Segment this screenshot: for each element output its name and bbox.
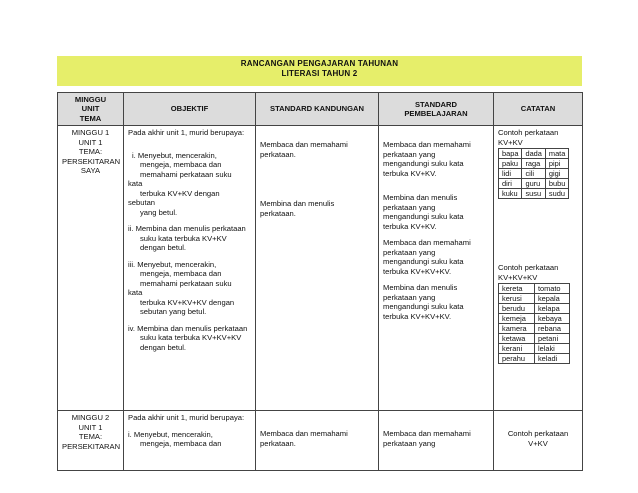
text-line: terbuka KV+KV+KV. — [383, 266, 452, 276]
header-minggu — [58, 93, 124, 126]
catatan-cell — [494, 126, 583, 411]
text-line: terbuka KV+KV dengan — [140, 188, 220, 198]
objective-iii — [128, 260, 251, 317]
objektif-cell — [124, 411, 256, 471]
pembelajaran-2 — [383, 193, 489, 231]
word-cell: pipi — [545, 159, 568, 169]
word-cell: kereta — [499, 284, 535, 294]
pembelajaran-3 — [383, 238, 489, 276]
table-row — [58, 126, 583, 411]
word-cell: guru — [522, 179, 545, 189]
table-row — [499, 284, 570, 294]
header-objektif: OBJEKTIF — [124, 93, 256, 126]
text-line: Membina dan menulis — [383, 283, 458, 292]
text-line: Membina dan menulis — [260, 199, 335, 208]
catatan-title: Contoh perkataan — [498, 263, 559, 272]
text-line: mengeja, membaca dan — [140, 269, 222, 278]
pembelajaran-1 — [383, 140, 489, 178]
table-row — [499, 314, 570, 324]
text-line: perkataan yang — [383, 292, 436, 302]
tema-label: TEMA: — [78, 147, 103, 156]
document-title: RANCANGAN PENGAJARAN TAHUNAN — [240, 59, 399, 68]
text-line: perkataan. — [260, 149, 296, 159]
table-row — [499, 169, 569, 179]
word-table-kv-kv — [498, 148, 569, 199]
word-cell: gigi — [545, 169, 568, 179]
week-label: MINGGU 2 — [71, 413, 110, 422]
text-line: memahami perkataan suku — [140, 169, 232, 179]
standard-pembelajaran-cell — [379, 126, 494, 411]
word-cell: lidi — [499, 169, 522, 179]
text-line: Membaca dan memahami — [383, 140, 471, 149]
catatan-subtitle: KV+KV+KV — [498, 272, 538, 282]
word-cell: kelapa — [534, 304, 569, 314]
table-row — [499, 334, 570, 344]
text-line: mengeja, membaca dan — [140, 160, 222, 169]
text-line: sebutan yang betul. — [140, 307, 207, 316]
standard-kandungan-cell — [256, 411, 379, 471]
text-line: perkataan. — [260, 208, 296, 218]
table-row — [499, 179, 569, 189]
word-cell: rebana — [534, 324, 569, 334]
tema-value: PERSEKITARAN — [62, 441, 121, 451]
word-cell: lelaki — [534, 344, 569, 354]
text-line: mengeja, membaca dan — [140, 439, 222, 448]
text-line: Membaca dan memahami — [383, 238, 471, 247]
word-cell: berudu — [499, 304, 535, 314]
catatan-title: Contoh perkataan — [507, 429, 569, 438]
text-line: mengandungi suku kata — [383, 212, 464, 221]
table-row — [499, 294, 570, 304]
word-cell: susu — [522, 189, 545, 199]
objective-intro: Pada akhir unit 1, murid berupaya: — [128, 413, 245, 422]
word-cell: kuku — [499, 189, 522, 199]
text-line: dengan betul. — [140, 342, 187, 352]
text-line: ii. Membina dan menulis perkataan — [128, 224, 246, 233]
table-row — [58, 411, 583, 471]
objective-iv — [128, 324, 251, 353]
word-cell: paku — [499, 159, 522, 169]
header-catatan: CATATAN — [494, 93, 583, 126]
unit-label: UNIT 1 — [78, 422, 103, 432]
text-line: perkataan yang — [383, 202, 436, 212]
text-line: perkataan. — [260, 438, 296, 448]
objective-ii — [128, 224, 251, 253]
text-line: iv. Membina dan menulis perkataan — [128, 323, 248, 333]
pembelajaran-4 — [383, 283, 489, 321]
objective-intro: Pada akhir unit 1, murid berupaya: — [128, 128, 245, 137]
text-line: Membaca dan memahami — [383, 429, 471, 438]
text-line: dengan betul. — [140, 243, 187, 252]
header-unit-label: UNIT — [81, 104, 100, 114]
tema-value-2: SAYA — [80, 166, 101, 175]
text-line: sebutan — [128, 198, 156, 207]
text-line: Membaca dan memahami — [260, 429, 348, 438]
text-line: Membina dan menulis — [383, 193, 458, 202]
catatan-subtitle: V+KV — [528, 438, 548, 448]
text-line: kata — [128, 288, 143, 297]
table-row — [499, 354, 570, 364]
text-line: Membaca dan memahami — [260, 140, 348, 149]
text-line: perkataan yang — [383, 149, 436, 159]
word-cell: mata — [545, 149, 568, 159]
yearly-teaching-plan-table — [57, 92, 583, 471]
standard-pembelajaran-cell — [379, 411, 494, 471]
text-line: kata — [128, 179, 143, 188]
word-cell: bubu — [545, 179, 568, 189]
text-line: perkataan yang — [383, 247, 436, 257]
week-cell — [58, 411, 124, 471]
text-line: terbuka KV+KV. — [383, 168, 437, 178]
word-cell: keladi — [534, 354, 569, 364]
word-cell: tomato — [534, 284, 569, 294]
word-cell: sudu — [545, 189, 568, 199]
header-tema-label: TEMA — [79, 113, 102, 123]
week-label: MINGGU 1 — [71, 128, 110, 137]
word-cell: kamera — [499, 324, 535, 334]
word-cell: kebaya — [534, 314, 569, 324]
table-row — [499, 189, 569, 199]
objective-i — [128, 151, 251, 218]
word-cell: kepala — [534, 294, 569, 304]
text-line: terbuka KV+KV+KV. — [383, 311, 452, 321]
text-line: memahami perkataan suku — [140, 278, 232, 288]
table-row — [499, 149, 569, 159]
text-line: mengandungi suku kata — [383, 159, 464, 168]
unit-label: UNIT 1 — [78, 137, 103, 147]
catatan-subtitle: KV+KV — [498, 137, 523, 147]
word-cell: petani — [534, 334, 569, 344]
week-cell — [58, 126, 124, 411]
document-subtitle: LITERASI TAHUN 2 — [281, 69, 358, 78]
table-row — [499, 304, 570, 314]
text-line: terbuka KV+KV. — [383, 221, 437, 231]
text-line: iii. Menyebut, mencerakin, — [128, 259, 217, 269]
objektif-cell — [124, 126, 256, 411]
table-row — [499, 159, 569, 169]
word-cell: cili — [522, 169, 545, 179]
text-line: suku kata terbuka KV+KV+KV — [140, 333, 242, 342]
table-row — [499, 344, 570, 354]
header-standard-pembelajaran — [379, 93, 494, 126]
table-row — [499, 324, 570, 334]
standard-kandungan-cell — [256, 126, 379, 411]
text-line: suku kata terbuka KV+KV — [140, 233, 227, 243]
text-line: mengandungi suku kata — [383, 257, 464, 266]
text-line: i. Menyebut, mencerakin, — [128, 429, 213, 439]
tema-value: PERSEKITARAN — [62, 156, 121, 166]
text-line: i. Menyebut, mencerakin, — [132, 150, 217, 160]
text-line: terbuka KV+KV+KV dengan — [140, 297, 235, 307]
header-row — [58, 93, 583, 126]
header-sp-line1: STANDARD — [414, 99, 458, 109]
word-cell: kemeja — [499, 314, 535, 324]
word-cell: dada — [522, 149, 545, 159]
word-cell: raga — [522, 159, 545, 169]
word-cell: perahu — [499, 354, 535, 364]
catatan-cell — [494, 411, 583, 471]
word-cell: kerusi — [499, 294, 535, 304]
header-minggu-label: MINGGU — [74, 94, 107, 104]
document-title-banner — [57, 56, 582, 86]
word-cell: bapa — [499, 149, 522, 159]
word-cell: kerani — [499, 344, 535, 354]
catatan-title: Contoh perkataan — [498, 128, 559, 137]
header-standard-kandungan: STANDARD KANDUNGAN — [256, 93, 379, 126]
word-cell: diri — [499, 179, 522, 189]
text-line: perkataan yang — [383, 438, 436, 448]
text-line: mengandungi suku kata — [383, 302, 464, 311]
word-table-kv-kv-kv — [498, 283, 570, 364]
tema-label: TEMA: — [78, 432, 103, 441]
header-sp-line2: PEMBELAJARAN — [404, 109, 468, 118]
text-line: yang betul. — [140, 207, 178, 217]
word-cell: ketawa — [499, 334, 535, 344]
